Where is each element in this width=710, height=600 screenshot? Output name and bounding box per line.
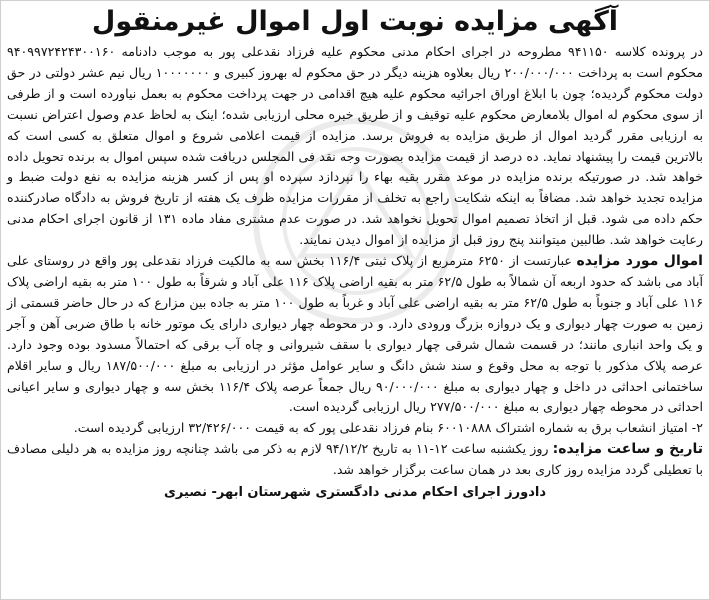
auction-time-text: روز یکشنبه ساعت ۱۲-۱۱ به تاریخ ۹۴/۱۲/۲ لازم به ذکر می باشد چنانچه روز مزایده به هر دلیلی مصادف با تعطیلی گردد مزایده روز کاری بعد در همان ساعت برگزار خواهد شد. — [7, 441, 703, 478]
signature: دادورز اجرای احکام مدنی دادگستری شهرستان ابهر- نصیری — [163, 485, 546, 501]
auction-time-paragraph — [7, 439, 703, 481]
property-text: عبارتست از ۶۲۵۰ مترمربع از پلاک ثبتی ۱۱۶/۴ بخش سه به مالکیت فرزاد نقدعلی پور واقع در روستای علی آباد می باشد که حدود اربعه آن شمالاً به طول ۶۲/۵ متر به بقیه اراضی پلاک ۱۱۶ علی آباد و شرقاً به طول ۱۰۰ متر به بقیه اراضی پلاک ۱۱۶ علی آباد و جنوباً به طول ۶۲/۵ متر به بقیه اراضی علی آباد و غرباً به طول ۱۰۰ متر به جاده بین مزارع که در حال حاضر قسمتی از زمین به صورت چهار دیواری و یک دروازه بزرگ ورودی دارد. و در محوطه چهار دیواری دارای یک موتور خانه با طاق ضربی آهن و آجر و یک واحد انباری مانند؛ در قسمت شمال شرقی چهار دیواری با سقف شیروانی و چاه آب برقی که احتمالاً مسدود بوده وجود دارد. عرصه پلاک مذکور با توجه به محل وقوع و سند شش دانگ و سایر عوامل مؤثر در ارزیابی به مبلغ ۱۸۷/۵۰۰/۰۰۰ ریال و سایر اقلام ساختمانی احداثی در داخل و چهار دیواری به مبلغ ۹۰/۰۰۰/۰۰۰ ریال جمعاً عرصه پلاک ۱۱۶/۴ بخش سه و چهار دیواری و سایر اعیانی احداثی در محوطه چهار دیواری به مبلغ ۲۷۷/۵۰۰/۰۰۰ ریال ارزیابی گردیده است. — [7, 253, 704, 415]
auction-time-label: تاریخ و ساعت مزایده: — [552, 441, 703, 458]
property-paragraph — [7, 251, 703, 418]
item-2-text: ۲- امتیاز انشعاب برق به شماره اشتراک ۶۰۰۱۰۸۸۸ بنام فرزاد نقدعلی پور که به قیمت ۳۲/۴۲۶/۰۰۰ ارزیابی گردیده است. — [73, 420, 703, 436]
property-label: اموال مورد مزایده — [576, 253, 703, 270]
notice-intro: در پرونده کلاسه ۹۴۱۱۵۰ مطروحه در اجرای احکام مدنی محکوم علیه فرزاد نقدعلی پور به موجب دادنامه ۹۴۰۹۹۷۲۴۲۴۳۰۰۱۶۰ محکوم است به پرداخت ۲۰۰/۰۰۰/۰۰۰ ریال بعلاوه هزینه دیگر در حق محکوم له بهروز کبیری و ۱۰۰۰۰۰۰۰ ریال نیم عشر دولتی در حق دولت محکوم گردیده؛ چون با ابلاغ اوراق اجرائیه محکوم علیه هیچ اقدامی در جهت پرداخت محکوم به بعمل نیاورده است و از طرفی از سوی محکوم له اموال بلامعارض محکوم علیه توقیف و از طریق خبره محلی ارزیابی شده؛ اینک به لحاظ عدم وصول اعتراض نسبت به ارزیابی مقرر گردید اموال از طریق مزایده به فروش برسد. مزایده از قیمت اعلامی شروع و اموال متعلق به کسی است که بالاترین قیمت را پیشنهاد نماید. ده درصد از قیمت مزایده بصورت وجه نقد فی المجلس دریافت شده سپس اموال به برنده تحویل داده خواهد شد. در صورتیکه برنده مزایده در موعد مقرر بقیه بهاء را نپردازد سپرده او پس از کسر هزینه مزایده به نفع دولت ضبط و مزایده تجدید خواهد شد. مضافاً به اینکه شکایت راجع به تخلف از مقررات مزایده ظرف یک هفته از تاریخ فروش به دادگاه صادرکننده حکم داده می شود. قبل از اتخاذ تصمیم اموال تحویل نخواهد شد. در صورت عدم مشتری مفاد ماده ۱۳۱ از قانون اجرای احکام مدنی رعایت خواهد شد. طالبین میتوانند پنج روز قبل از مزایده از اموال دیدن نمایند. — [7, 44, 703, 248]
notice-title: آگهی مزایده نوبت اول اموال غیرمنقول — [91, 6, 619, 37]
